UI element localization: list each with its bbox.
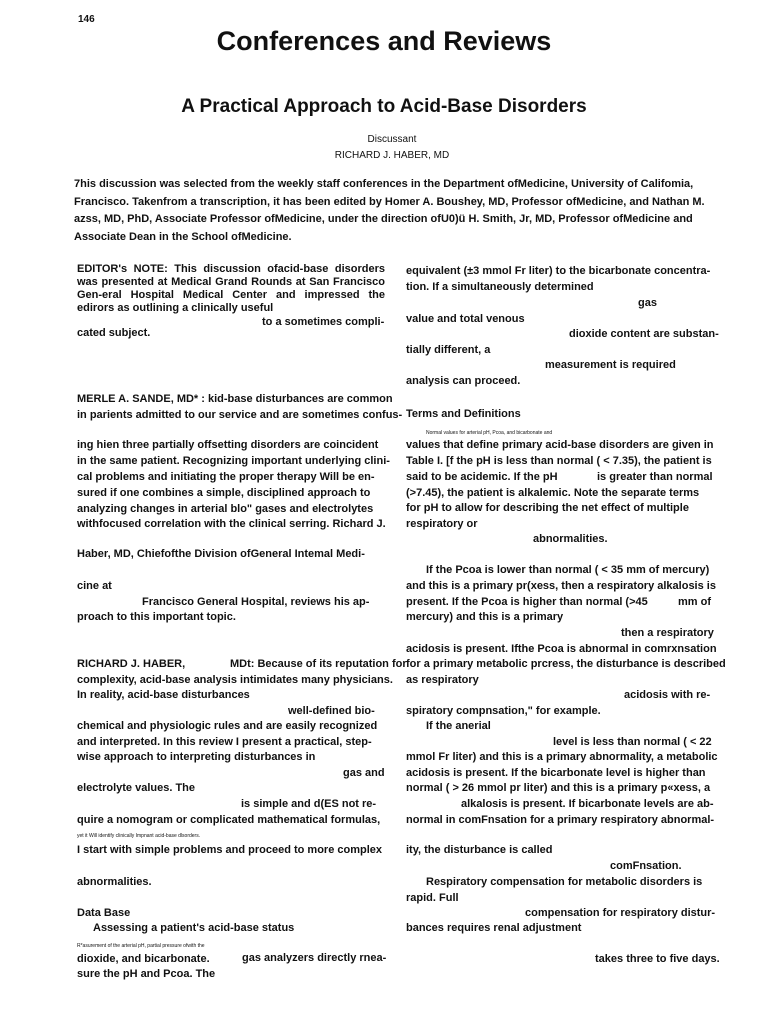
- text-line: If the Pcoa is lower than normal ( < 35 mm of mercury): [426, 564, 710, 576]
- text-line: ity, the disturbance is called: [406, 844, 553, 856]
- text-line: dioxide, and bicarbonate.: [77, 953, 210, 965]
- text-line: mm of: [678, 596, 711, 608]
- section-title: Conferences and Reviews: [216, 26, 552, 56]
- text-line: values that define primary acid-base disorders are given in: [406, 439, 714, 451]
- text-line: I start with simple problems and proceed to more complex: [77, 844, 383, 856]
- text-line: said to be acidemic. If the pH: [406, 471, 558, 483]
- text-line: Table I. [f the pH is less than normal ( < 7.35), the patient is: [406, 455, 712, 467]
- text-line: equivalent (±3 mmol Fr liter) to the bicarbonate concentra-: [406, 265, 711, 277]
- text-line: ing hien three partially offsetting disorders are coincident: [77, 439, 379, 451]
- text-line: for pH to allow for describing the net effect of multiple: [406, 502, 689, 514]
- article-title: A Practical Approach to Acid-Base Disorders: [181, 96, 587, 117]
- text-line: is simple and d(ES not re-: [241, 798, 377, 810]
- page-number: 146: [78, 14, 95, 25]
- text-line: and interpreted. In this review I present a practical, step-: [77, 736, 372, 748]
- text-line: acidosis with re-: [624, 689, 711, 701]
- text-line: rapid. Full: [406, 892, 459, 904]
- text-line: spiratory compnsation," for example.: [406, 705, 601, 717]
- text-line: measurement is required: [545, 359, 676, 371]
- text-line: (>7.45), the patient is alkalemic. Note the separate terms: [406, 487, 700, 499]
- text-line: analyzing changes in arterial blo" gases and electrolytes: [77, 503, 374, 515]
- text-line: wise approach to interpreting disturbances in: [77, 751, 316, 763]
- text-line: takes three to five days.: [595, 953, 720, 965]
- text-line: value and total venous: [406, 313, 525, 325]
- text-line: well-defined bio-: [288, 705, 375, 717]
- text-line: chemical and physiologic rules and are easily recognized: [77, 720, 378, 732]
- text-line: gas: [638, 297, 657, 309]
- text-line: for a primary metabolic prcress, the disturbance is described: [406, 658, 726, 670]
- intro-paragraph: 7his discussion was selected from the weekly staff conferences in the Department ofMedicine, University of Califomia, Francisco. Takenfrom a transcription, it has been edited by Homer A. Boushey, MD, Professor ofMedicine, and Nathan M. azss, MD, PhD, Associate Professor ofMedicine, under the direction ofU0)ü H. Smith, Jr, MD, Professor ofMedicine and Associate Dean in the School ofMedicine.: [74, 178, 705, 243]
- tiny-text: yet it Will identify clinically Impnant acid-base dlsorders.: [77, 833, 201, 839]
- text-line: is greater than normal: [597, 471, 713, 483]
- text-line: comFnsation.: [610, 860, 682, 872]
- text-line: analysis can proceed.: [406, 375, 521, 387]
- text-line: Respiratory compensation for metabolic disorders is: [426, 876, 703, 888]
- text-line: cated subject.: [77, 327, 151, 339]
- text-line: MDt: Because of its reputation for: [230, 658, 407, 670]
- text-line: gas and: [343, 767, 385, 779]
- text-line: acidosis is present. If the bicarbonate level is higher than: [406, 767, 706, 779]
- text-line: acidosis is present. Ifthe Pcoa is abnormal in comrxnsation: [406, 643, 717, 655]
- text-line: bances requires renal adjustment: [406, 922, 582, 934]
- text-line: level is less than normal ( < 22: [553, 736, 712, 748]
- tiny-text: R*asurement of the arterial pH, partial pressure ofwith the: [77, 943, 205, 949]
- text-line: quire a nomogram or complicated mathematical formulas,: [77, 814, 381, 826]
- text-line: in the same patient. Recognizing important underlying clini-: [77, 455, 390, 467]
- section-heading: Data Base: [77, 907, 131, 919]
- text-line: normal ( > 26 mmol pr liter) and this is a primary p«xess, a: [406, 782, 711, 794]
- text-line: In reality, acid-base disturbances: [77, 689, 250, 701]
- text-line: tially different, a: [406, 344, 491, 356]
- text-line: and this is a primary pr(xess, then a respiratory alkalosis is: [406, 580, 716, 592]
- text-line: complexity, acid-base analysis intimidates many physicians.: [77, 674, 393, 686]
- tiny-text: Normal values for arterial pH, Pcoa, and bicarbonate and: [426, 430, 553, 436]
- text-line: in parients admitted to our service and are sometimes confus-: [77, 409, 403, 421]
- text-line: mmol Fr liter) and this is a primary abnormality, a metabolic: [406, 751, 718, 763]
- text-line: to a sometimes compli-: [262, 316, 385, 328]
- text-line: respiratory or: [406, 518, 478, 530]
- text-line: dioxide content are substan-: [569, 328, 719, 340]
- text-line: abnormalities.: [533, 533, 608, 545]
- speaker-line: MERLE A. SANDE, MD* : kid-base disturbances are common: [77, 393, 393, 405]
- text-line: abnormalities.: [77, 876, 152, 888]
- text-line: sured if one combines a simple, disciplined approach to: [77, 487, 371, 499]
- section-heading: Terms and Definitions: [406, 408, 521, 420]
- text-line: present. If the Pcoa is higher than normal (>45: [406, 596, 648, 608]
- editor-note: EDITOR's NOTE: This discussion ofacid-base disorders was presented at Medical Grand Rounds at San Francisco Gen-eral Hospital Medical Center and impressed the edirors as outlining a clinically useful: [77, 263, 385, 314]
- text-line: mercury) and this is a primary: [406, 611, 564, 623]
- text-line: gas analyzers directly rnea-: [242, 952, 387, 964]
- text-line: compensation for respiratory distur-: [525, 907, 716, 919]
- text-line: cal problems and initiating the proper therapy Will be en-: [77, 471, 375, 483]
- text-line: Haber, MD, Chiefofthe Division ofGeneral Intemal Medi-: [77, 548, 365, 560]
- text-line: tion. If a simultaneously determined: [406, 281, 594, 293]
- text-line: If the anerial: [426, 720, 491, 732]
- text-line: as respiratory: [406, 674, 479, 686]
- text-line: electrolyte values. The: [77, 782, 195, 794]
- discussant-label: Discussant: [367, 134, 417, 145]
- text-line: cine at: [77, 580, 112, 592]
- text-line: normal in comFnsation for a primary respiratory abnormal-: [406, 814, 715, 826]
- discussant-name: RICHARD J. HABER, MD: [334, 150, 450, 161]
- text-line: proach to this important topic.: [77, 611, 236, 623]
- text-line: Francisco General Hospital, reviews his ap-: [142, 596, 370, 608]
- text-line: sure the pH and Pcoa. The: [77, 968, 216, 980]
- speaker-line: RICHARD J. HABER,: [77, 658, 186, 670]
- text-line: withfocused correlation with the clinical serring. Richard J.: [77, 518, 386, 530]
- text-line: alkalosis is present. If bicarbonate levels are ab-: [461, 798, 714, 810]
- text-line: then a respiratory: [621, 627, 714, 639]
- text-line: Assessing a patient's acid-base status: [93, 922, 295, 934]
